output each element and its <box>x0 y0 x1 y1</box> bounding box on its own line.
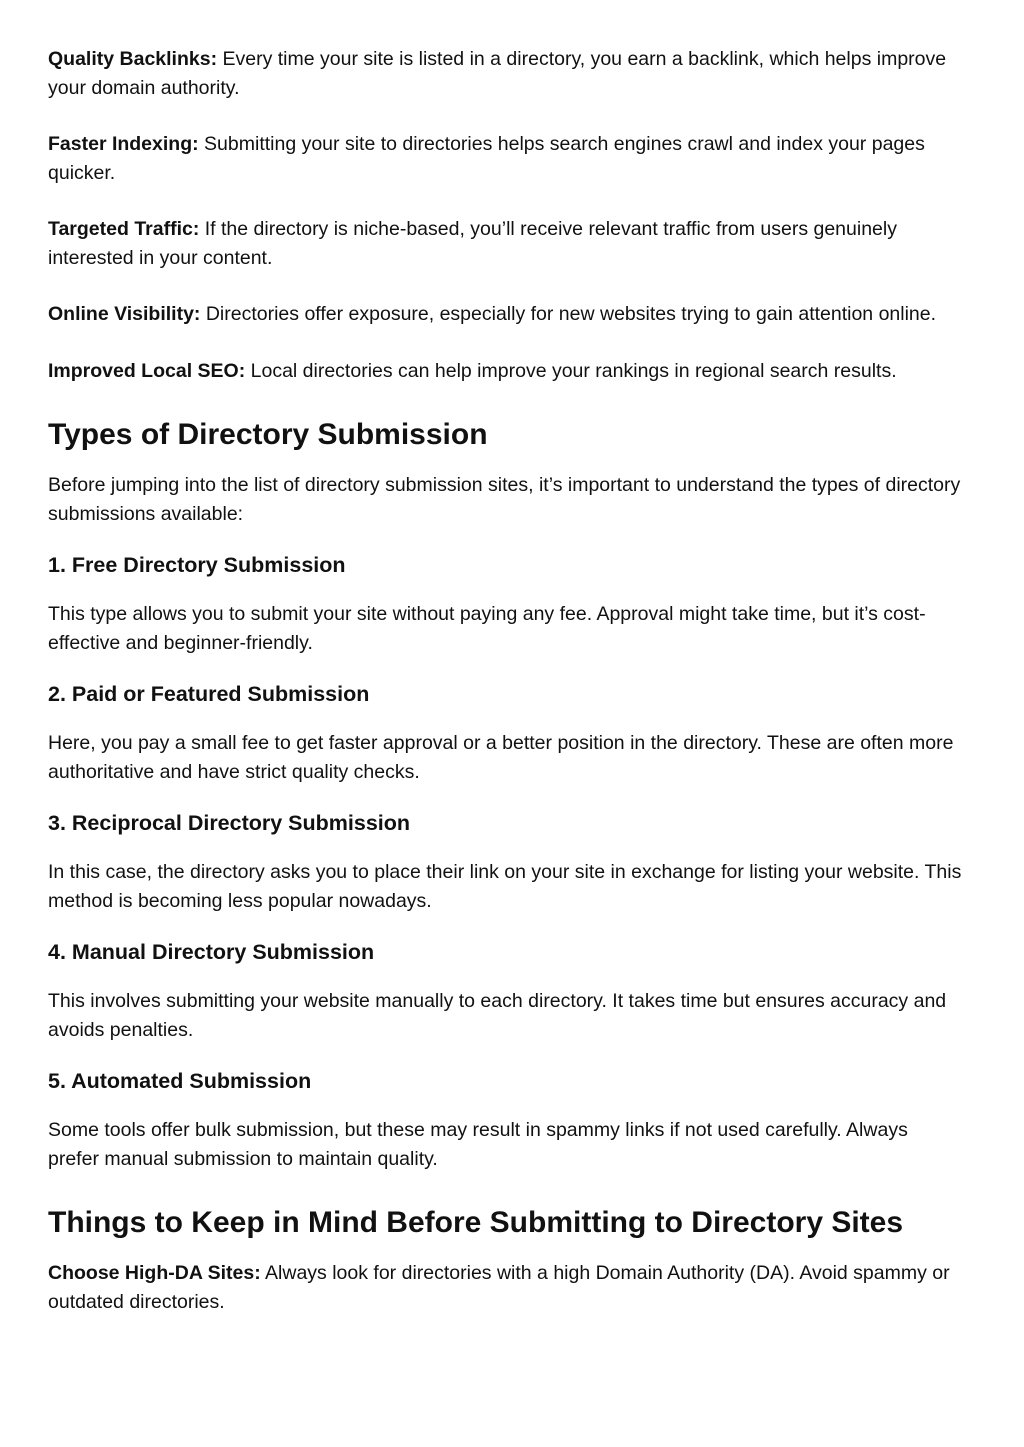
tip-choose-high-da <box>48 1259 964 1316</box>
type-description: In this case, the directory asks you to place their link on your site in exchange for listing your website. This method is becoming less popular nowadays. <box>48 861 962 912</box>
keep-in-mind-section <box>48 1203 964 1316</box>
benefit-improved-local-seo <box>48 357 964 386</box>
benefit-quality-backlinks <box>48 45 964 102</box>
type-description: This type allows you to submit your site without paying any fee. Approval might take time, but it’s cost-effective and beginner-friendly. <box>48 603 926 654</box>
benefit-faster-indexing <box>48 130 964 187</box>
type-description: This involves submitting your website manually to each directory. It takes time but ensures accuracy and avoids penalties. <box>48 990 947 1041</box>
benefit-text: Every time your site is listed in a directory, you earn a backlink, which helps improve your domain authority. <box>48 48 947 99</box>
type-title: 3. Reciprocal Directory Submission <box>48 811 411 835</box>
type-description: Some tools offer bulk submission, but these may result in spammy links if not used carefully. Always prefer manual submission to maintain quality. <box>48 1119 908 1170</box>
tip-label: Choose High-DA Sites: <box>48 1262 261 1284</box>
benefit-text: If the directory is niche-based, you’ll receive relevant traffic from users genuinely interested in your content. <box>48 218 897 269</box>
type-title: 1. Free Directory Submission <box>48 553 346 577</box>
section-heading: Things to Keep in Mind Before Submitting to Directory Sites <box>48 1206 904 1239</box>
type-title: 2. Paid or Featured Submission <box>48 682 370 706</box>
type-title: 5. Automated Submission <box>48 1069 312 1093</box>
type-description: Here, you pay a small fee to get faster approval or a better position in the directory. These are often more authoritative and have strict quality checks. <box>48 732 954 783</box>
benefit-text: Local directories can help improve your rankings in regional search results. <box>245 359 897 382</box>
benefit-targeted-traffic <box>48 215 964 272</box>
tip-text: Always look for directories with a high Domain Authority (DA). Avoid spammy or outdated directories. <box>48 1262 950 1313</box>
section-intro: Before jumping into the list of directory submission sites, it’s important to understand the types of directory submissions available: <box>48 474 961 525</box>
benefit-label: Quality Backlinks: <box>48 48 218 70</box>
benefit-label: Targeted Traffic: <box>48 218 200 240</box>
benefit-online-visibility <box>48 300 964 329</box>
benefits-list <box>48 45 964 385</box>
types-section <box>48 415 964 1173</box>
benefit-text: Submitting your site to directories helps search engines crawl and index your pages quicker. <box>48 133 925 184</box>
section-heading: Types of Directory Submission <box>48 418 488 451</box>
benefit-text: Directories offer exposure, especially for new websites trying to gain attention online. <box>200 303 937 325</box>
type-title: 4. Manual Directory Submission <box>48 940 375 964</box>
benefit-label: Online Visibility: <box>48 303 201 325</box>
benefit-label: Improved Local SEO: <box>48 359 246 382</box>
benefit-label: Faster Indexing: <box>48 133 199 155</box>
